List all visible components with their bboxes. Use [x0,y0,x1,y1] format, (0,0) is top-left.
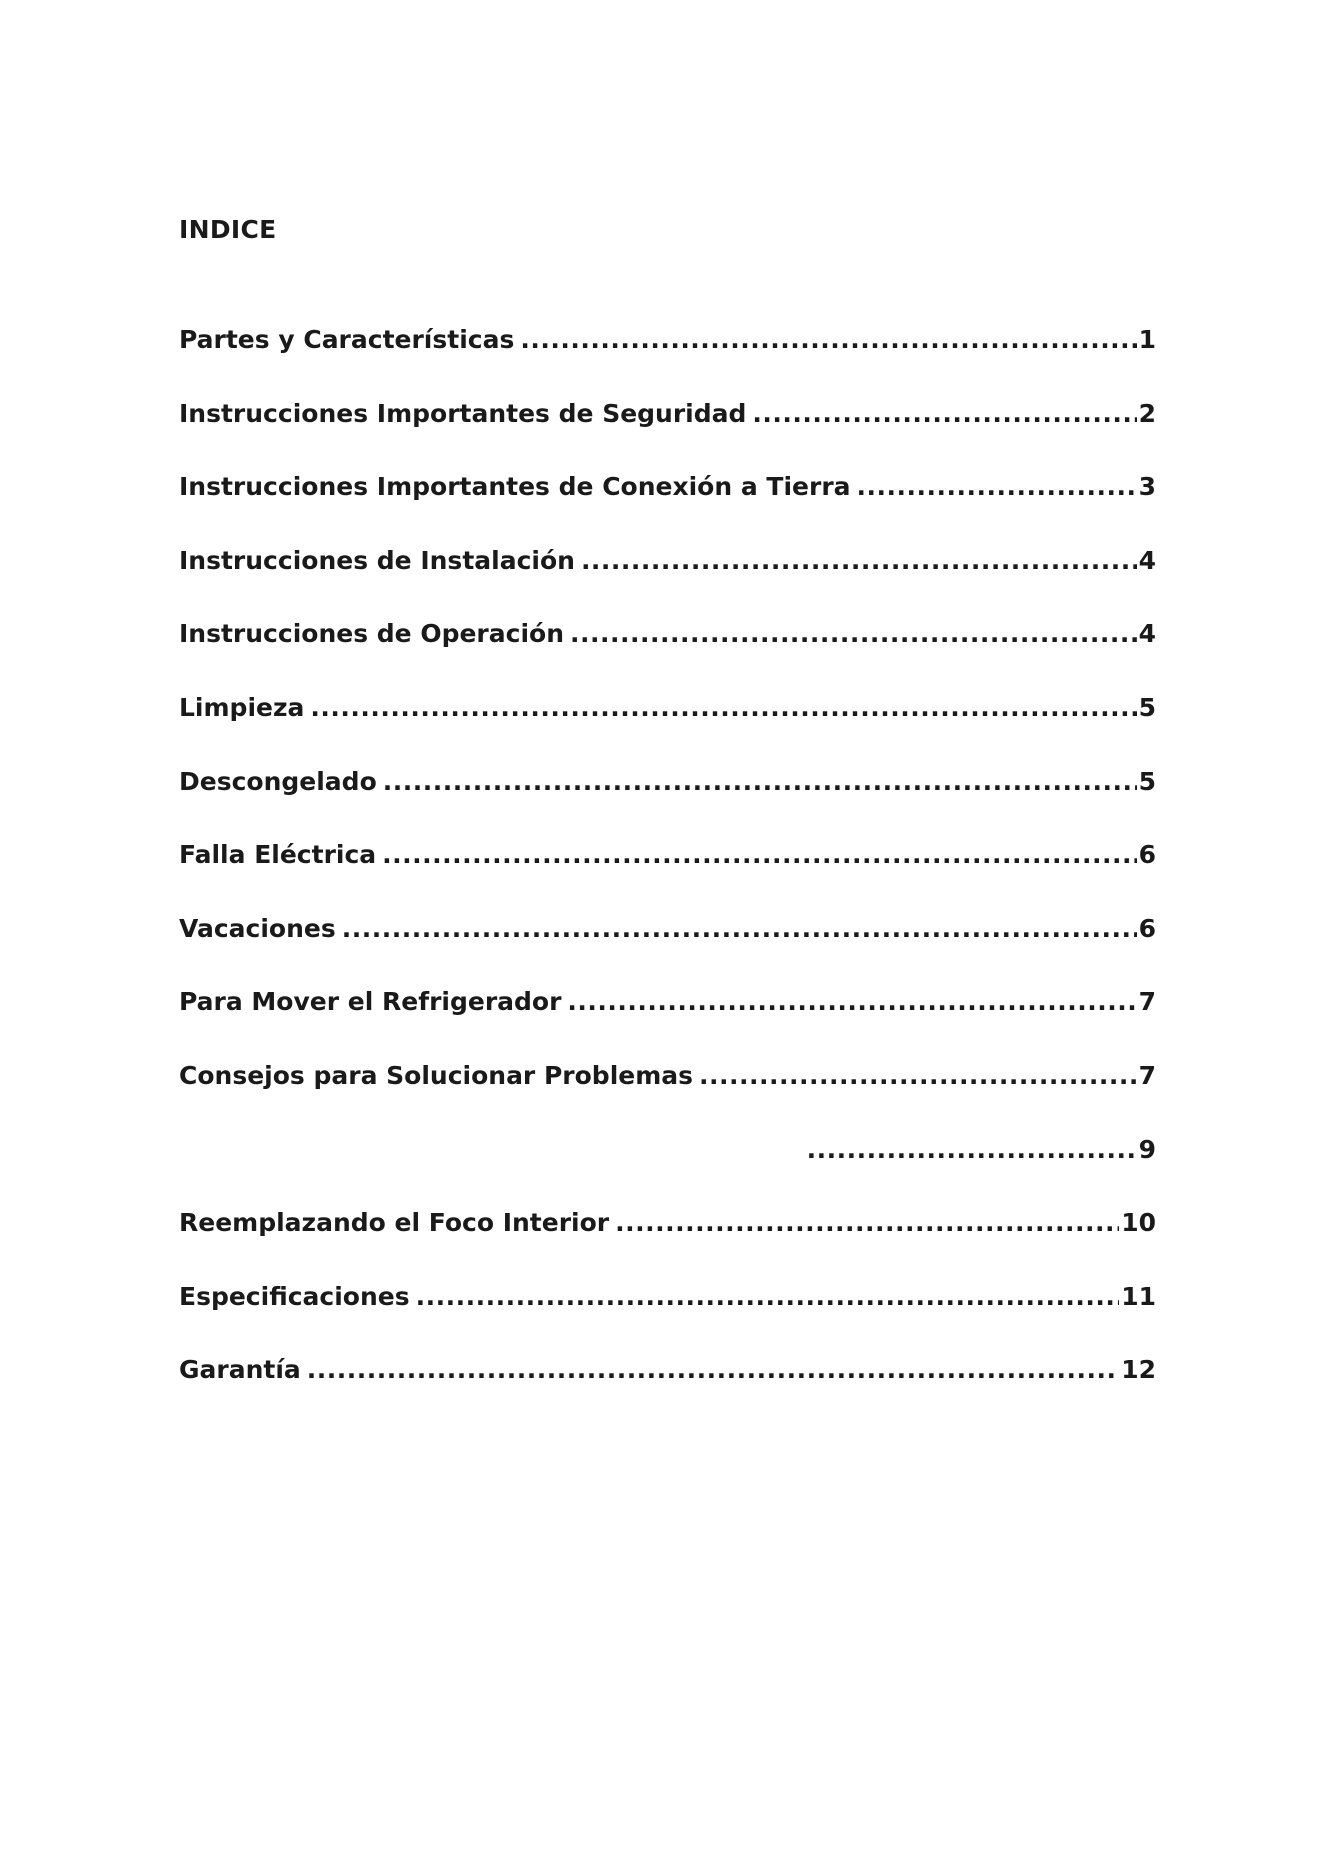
toc-entry-title: Instrucciones Importantes de Seguridad [179,398,747,428]
toc-entry-page: 4 [1138,545,1156,575]
toc-entry-title: Limpieza [179,692,305,722]
toc-entry-title: Vacaciones [179,913,336,943]
toc-entry-page: 5 [1138,692,1156,722]
toc-entry-title: Instrucciones de Operación [179,619,564,649]
dot-leader [570,618,1137,650]
toc-entry-page: 12 [1121,1355,1156,1385]
toc-entry [179,1134,1156,1208]
toc-entry-page: 1 [1138,325,1156,354]
dot-leader [581,545,1137,577]
dot-leader [382,839,1136,871]
dot-leader [699,1060,1137,1092]
toc-entry-page: 11 [1121,1281,1156,1311]
toc-entry-title: Especificaciones [179,1281,410,1311]
toc-entry-page: 2 [1138,398,1156,428]
dot-leader [752,398,1136,430]
toc-entry-title: Consejos para Solucionar Problemas [179,1060,694,1090]
toc-entry [179,1060,1156,1134]
dot-leader [307,1354,1119,1386]
toc-entry-title: Instrucciones Importantes de Conexión a Tierra [179,472,851,502]
toc-entry [179,471,1156,545]
dot-leader [857,471,1137,503]
table-of-contents [179,324,1156,1428]
dot-leader [416,1281,1120,1313]
toc-entry [179,986,1156,1060]
toc-entry [179,398,1156,472]
dot-leader [342,913,1137,945]
dot-leader [567,986,1136,1018]
toc-entry [179,324,1156,398]
toc-entry-page: 6 [1138,913,1156,943]
toc-heading: INDICE [179,215,277,244]
toc-entry [179,839,1156,913]
toc-entry [179,1354,1156,1428]
toc-entry-page: 7 [1138,987,1156,1017]
toc-entry [179,692,1156,766]
toc-entry-page: 6 [1138,840,1156,870]
toc-entry-title: Partes y Características [179,325,515,354]
toc-entry [179,1207,1156,1281]
toc-entry-title: Falla Eléctrica [179,840,377,870]
dot-leader [520,324,1136,356]
dot-leader [383,766,1137,798]
toc-entry [179,618,1156,692]
toc-entry [179,545,1156,619]
toc-entry-page: 5 [1138,766,1156,796]
toc-entry-page: 7 [1138,1060,1156,1090]
toc-entry-page: 4 [1138,619,1156,649]
dot-leader [615,1207,1119,1239]
toc-entry-title: Reemplazando el Foco Interior [179,1208,610,1238]
toc-entry-title: Para Mover el Refrigerador [179,987,562,1017]
dot-leader [310,692,1136,724]
dot-leader [807,1134,1137,1166]
toc-entry-page: 9 [1138,1134,1156,1164]
toc-entry-title: Instrucciones de Instalación [179,545,575,575]
toc-entry-page: 3 [1138,472,1156,502]
toc-entry-title: Descongelado [179,766,377,796]
toc-entry [179,766,1156,840]
toc-entry-title: Garantía [179,1355,301,1385]
toc-entry-page: 10 [1121,1208,1156,1238]
toc-entry [179,913,1156,987]
toc-entry [179,1281,1156,1355]
